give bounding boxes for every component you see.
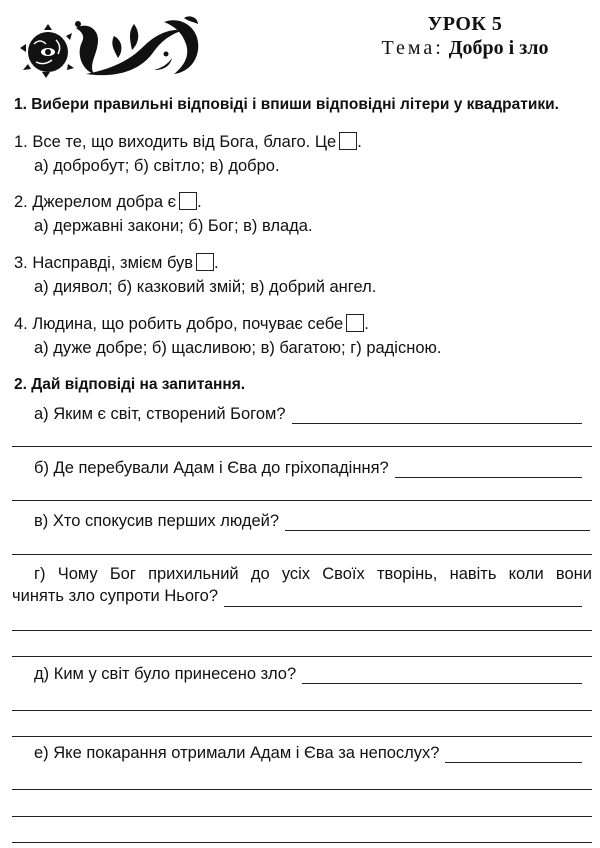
- answer-line[interactable]: [12, 842, 592, 843]
- question-text: д) Ким у світ було принесено зло?: [34, 665, 297, 683]
- answer-line[interactable]: [12, 446, 592, 447]
- question-text: б) Де перебували Адам і Єва до гріхопадіння?: [34, 459, 389, 477]
- question-text: 3. Насправді, змієм був: [14, 254, 194, 272]
- answer-line[interactable]: [445, 746, 582, 763]
- question-end: .: [364, 315, 369, 333]
- question-text-line2-row: [12, 585, 582, 607]
- question-end: .: [214, 254, 219, 272]
- answer-line[interactable]: [12, 710, 592, 711]
- task1-heading: 1. Вибери правильні відповіді і впиши відповідні літери у квадратики.: [14, 96, 559, 113]
- answer-line[interactable]: [12, 630, 592, 631]
- task2-heading: 2. Дай відповіді на запитання.: [14, 376, 246, 393]
- title-block: [300, 12, 600, 60]
- question-text-line1: г) Чому Бог прихильний до усіх Своїх творінь, навіть коли вони: [34, 565, 592, 583]
- question-text: в) Хто спокусив перших людей?: [34, 512, 280, 530]
- question-end: .: [357, 133, 362, 151]
- answer-box[interactable]: [179, 192, 197, 210]
- answer-line[interactable]: [12, 656, 592, 657]
- task2-question-c: [34, 511, 590, 531]
- lesson-number: УРОК 5: [427, 13, 503, 35]
- answer-line[interactable]: [224, 590, 582, 607]
- theme-label: Тема:: [381, 37, 444, 59]
- question-text: 4. Людина, що робить добро, почуває себе: [14, 315, 344, 333]
- task1-options-4: а) дуже добре; б) щасливою; в) багатою; г) радісною.: [34, 339, 442, 357]
- floral-ornament-icon: [14, 14, 206, 80]
- task2-question-g: [12, 563, 592, 607]
- question-text: а) Яким є світ, створений Богом?: [34, 405, 286, 423]
- answer-line[interactable]: [12, 789, 592, 790]
- task1-question-2: [14, 192, 202, 212]
- task1-question-3: [14, 253, 219, 273]
- task2-question-e: [34, 743, 582, 763]
- task1-question-4: [14, 314, 369, 334]
- answer-line[interactable]: [12, 554, 592, 555]
- task1-options-2: а) державні закони; б) Бог; в) влада.: [34, 217, 313, 235]
- question-text-line2: чинять зло супроти Нього?: [12, 587, 219, 605]
- task2-question-d: [34, 664, 582, 684]
- question-text: 2. Джерелом добра є: [14, 193, 177, 211]
- answer-line[interactable]: [285, 514, 590, 531]
- task1-options-1: а) добробут; б) світло; в) добро.: [34, 157, 280, 175]
- answer-line[interactable]: [302, 667, 582, 684]
- question-end: .: [197, 193, 202, 211]
- theme-title: Добро і зло: [448, 37, 549, 59]
- answer-line[interactable]: [12, 816, 592, 817]
- answer-line[interactable]: [292, 407, 582, 424]
- answer-box[interactable]: [346, 314, 364, 332]
- question-text: е) Яке покарання отримали Адам і Єва за непослух?: [34, 744, 440, 762]
- task1-question-1: [14, 132, 362, 152]
- task2-question-b: [34, 458, 582, 478]
- answer-line[interactable]: [395, 461, 582, 478]
- answer-line[interactable]: [12, 736, 592, 737]
- answer-box[interactable]: [339, 132, 357, 150]
- lesson-theme: [330, 36, 600, 60]
- answer-box[interactable]: [196, 253, 214, 271]
- task1-options-3: а) диявол; б) казковий змій; в) добрий ангел.: [34, 278, 377, 296]
- question-text: 1. Все те, що виходить від Бога, благо. Це: [14, 133, 337, 151]
- task2-question-a: [34, 404, 582, 424]
- answer-line[interactable]: [12, 500, 592, 501]
